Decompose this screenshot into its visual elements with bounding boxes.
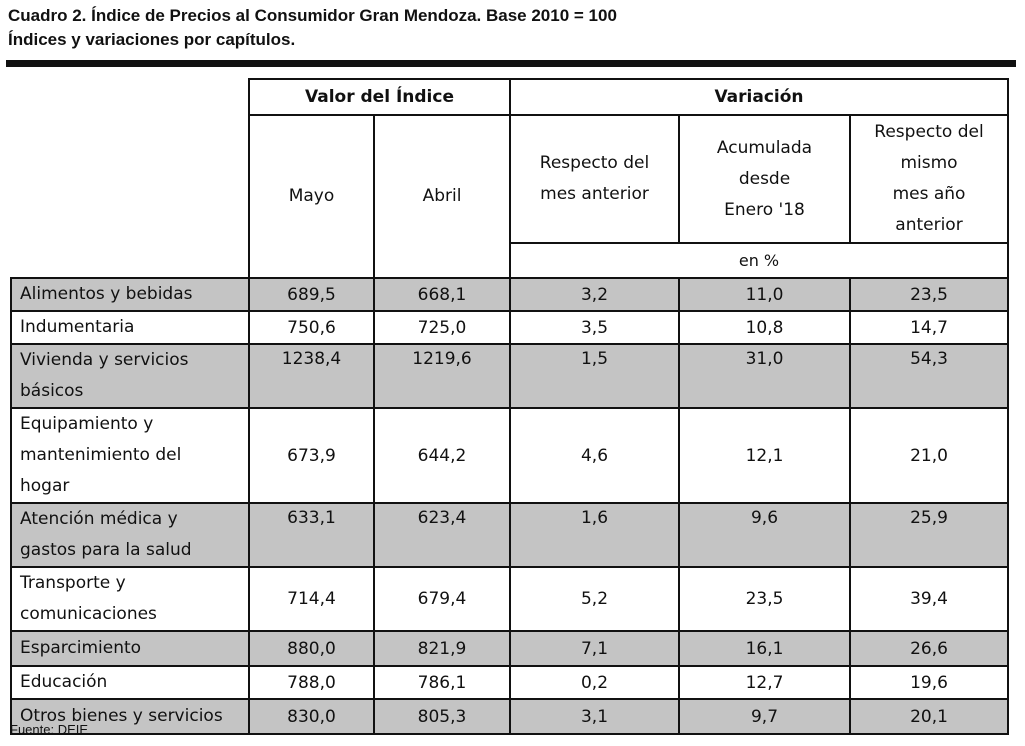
title-line-2: Índices y variaciones por capítulos. bbox=[8, 30, 296, 49]
group-header-index: Valor del Índice bbox=[249, 79, 510, 115]
table-title bbox=[8, 4, 617, 52]
table-row bbox=[11, 311, 1008, 344]
title-rule bbox=[6, 60, 1016, 67]
cell-index-may: 880,0 bbox=[249, 631, 374, 666]
cell-var-accumulated: 10,8 bbox=[679, 311, 850, 344]
cell-index-april: 1219,6 bbox=[374, 344, 510, 408]
row-category bbox=[11, 344, 249, 408]
cell-var-accumulated: 9,6 bbox=[679, 503, 850, 567]
table-row bbox=[11, 278, 1008, 311]
unit-label: en % bbox=[510, 243, 1008, 278]
category-line: Alimentos y bebidas bbox=[20, 284, 193, 304]
col-header-prev-month bbox=[510, 115, 679, 243]
col-header-year bbox=[850, 115, 1008, 243]
cell-index-april: 805,3 bbox=[374, 699, 510, 734]
cell-index-april: 623,4 bbox=[374, 503, 510, 567]
cell-var-year: 54,3 bbox=[850, 344, 1008, 408]
col-header-april: Abril bbox=[374, 115, 510, 278]
cell-var-year: 23,5 bbox=[850, 278, 1008, 311]
cell-var-month: 0,2 bbox=[510, 666, 679, 699]
cell-index-may: 714,4 bbox=[249, 567, 374, 631]
cell-index-may: 830,0 bbox=[249, 699, 374, 734]
cpi-table bbox=[10, 78, 1009, 735]
header-line: mismo bbox=[900, 153, 958, 173]
col-header-accumulated bbox=[679, 115, 850, 243]
cell-var-year: 14,7 bbox=[850, 311, 1008, 344]
cell-var-year: 39,4 bbox=[850, 567, 1008, 631]
row-category bbox=[11, 567, 249, 631]
table-row bbox=[11, 631, 1008, 666]
cell-var-month: 1,6 bbox=[510, 503, 679, 567]
cell-index-may: 633,1 bbox=[249, 503, 374, 567]
category-line: hogar bbox=[20, 476, 70, 496]
category-line: Atención médica y bbox=[20, 509, 178, 529]
cell-var-accumulated: 12,7 bbox=[679, 666, 850, 699]
category-line: mantenimiento del bbox=[20, 445, 182, 465]
cell-index-may: 673,9 bbox=[249, 408, 374, 503]
cell-index-may: 689,5 bbox=[249, 278, 374, 311]
cell-index-april: 644,2 bbox=[374, 408, 510, 503]
cell-var-accumulated: 11,0 bbox=[679, 278, 850, 311]
header-line: mes año bbox=[892, 184, 966, 204]
cell-index-may: 750,6 bbox=[249, 311, 374, 344]
cell-var-year: 26,6 bbox=[850, 631, 1008, 666]
row-category bbox=[11, 311, 249, 344]
cell-var-month: 5,2 bbox=[510, 567, 679, 631]
header-line: desde bbox=[738, 168, 791, 189]
cell-var-year: 21,0 bbox=[850, 408, 1008, 503]
cell-var-accumulated: 12,1 bbox=[679, 408, 850, 503]
table-row bbox=[11, 699, 1008, 734]
header-line: Acumulada bbox=[716, 137, 813, 158]
category-line: Otros bienes y servicios bbox=[20, 706, 223, 726]
category-line: básicos bbox=[20, 381, 84, 401]
table-row bbox=[11, 408, 1008, 503]
cell-index-may: 1238,4 bbox=[249, 344, 374, 408]
table-row bbox=[11, 503, 1008, 567]
category-line: Equipamiento y bbox=[20, 414, 154, 434]
cell-var-month: 4,6 bbox=[510, 408, 679, 503]
cell-index-april: 668,1 bbox=[374, 278, 510, 311]
row-category bbox=[11, 503, 249, 567]
cell-index-may: 788,0 bbox=[249, 666, 374, 699]
cell-var-month: 3,1 bbox=[510, 699, 679, 734]
cell-var-accumulated: 23,5 bbox=[679, 567, 850, 631]
table-row bbox=[11, 344, 1008, 408]
category-line: Esparcimiento bbox=[20, 638, 142, 658]
category-line: comunicaciones bbox=[20, 604, 157, 624]
header-line: Enero '18 bbox=[724, 199, 805, 220]
source-note: Fuente: DEIE bbox=[10, 722, 89, 737]
group-header-variation: Variación bbox=[510, 79, 1008, 115]
cell-var-accumulated: 31,0 bbox=[679, 344, 850, 408]
header-line: mes anterior bbox=[540, 184, 649, 204]
cell-index-april: 725,0 bbox=[374, 311, 510, 344]
cell-var-month: 7,1 bbox=[510, 631, 679, 666]
header-line: Respecto del bbox=[539, 153, 650, 173]
cell-index-april: 786,1 bbox=[374, 666, 510, 699]
cell-index-april: 679,4 bbox=[374, 567, 510, 631]
category-line: Indumentaria bbox=[20, 317, 135, 337]
category-line: Vivienda y servicios bbox=[20, 350, 189, 370]
cell-var-year: 19,6 bbox=[850, 666, 1008, 699]
category-line: gastos para la salud bbox=[20, 540, 192, 560]
empty-corner bbox=[11, 79, 249, 278]
row-category bbox=[11, 278, 249, 311]
table-body bbox=[11, 278, 1008, 734]
category-line: Educación bbox=[20, 672, 108, 692]
table-row bbox=[11, 567, 1008, 631]
row-category bbox=[11, 666, 249, 699]
row-category bbox=[11, 408, 249, 503]
header-line: Respecto del bbox=[874, 122, 984, 142]
cell-var-month: 3,5 bbox=[510, 311, 679, 344]
title-line-1: Cuadro 2. Índice de Precios al Consumidor Gran Mendoza. Base 2010 = 100 bbox=[8, 6, 617, 25]
cell-var-year: 20,1 bbox=[850, 699, 1008, 734]
category-line: Transporte y bbox=[20, 573, 126, 593]
cell-var-accumulated: 9,7 bbox=[679, 699, 850, 734]
row-category bbox=[11, 631, 249, 666]
table-row bbox=[11, 666, 1008, 699]
header-line: anterior bbox=[895, 215, 963, 235]
col-header-may: Mayo bbox=[249, 115, 374, 278]
cell-var-month: 1,5 bbox=[510, 344, 679, 408]
cell-index-april: 821,9 bbox=[374, 631, 510, 666]
cell-var-month: 3,2 bbox=[510, 278, 679, 311]
cell-var-accumulated: 16,1 bbox=[679, 631, 850, 666]
cell-var-year: 25,9 bbox=[850, 503, 1008, 567]
